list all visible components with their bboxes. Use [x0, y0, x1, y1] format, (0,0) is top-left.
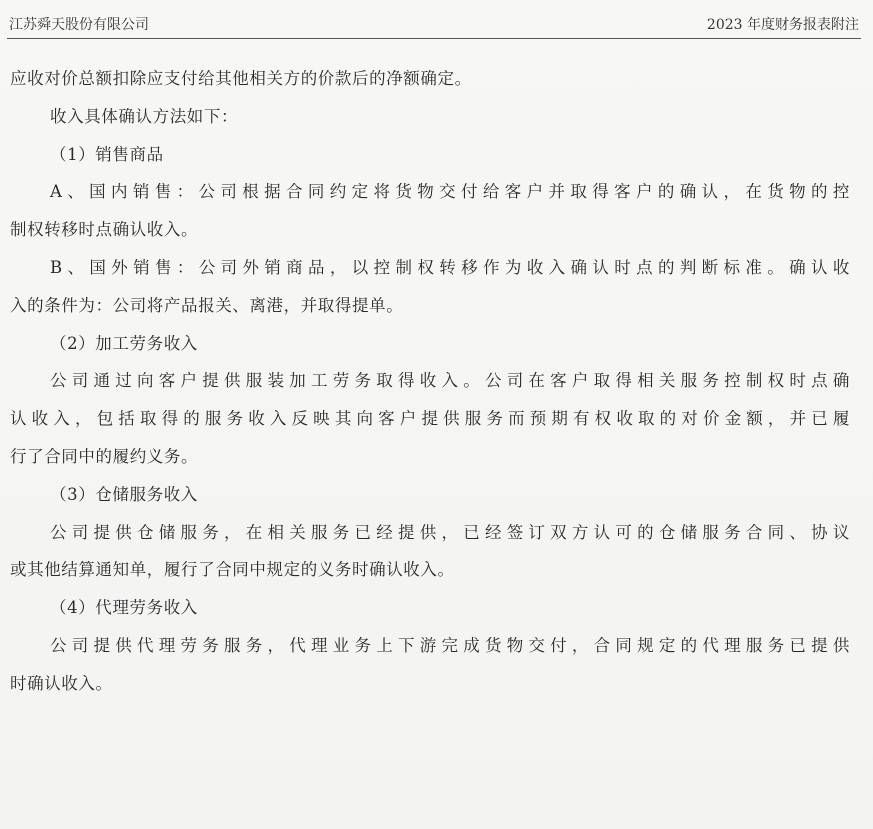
- section-heading: （2）加工劳务收入: [50, 333, 198, 353]
- paragraph-line: 公司提供代理劳务服务，代理业务上下游完成货物交付，合同规定的代理服务已提供: [50, 635, 850, 655]
- paragraph-line: 行了合同中的履约义务。: [10, 446, 199, 466]
- paragraph-line: 时确认收入。: [10, 673, 113, 693]
- section-heading: （4）代理劳务收入: [50, 598, 198, 618]
- header-company-name: 江苏舜天股份有限公司: [9, 17, 149, 33]
- paragraph-line: 或其他结算通知单，履行了合同中规定的义务时确认收入。: [10, 560, 455, 580]
- paragraph-line: 认收入，包括取得的服务收入反映其向客户提供服务而预期有权收取的对价金额，并已履: [10, 409, 850, 429]
- paragraph-line: A、国内销售：公司根据合同约定将货物交付给客户并取得客户的确认，在货物的控: [50, 182, 850, 202]
- paragraph-line: 入的条件为：公司将产品报关、离港，并取得提单。: [10, 295, 404, 315]
- document-body: [10, 60, 850, 703]
- section-heading: （1）销售商品: [50, 144, 164, 164]
- paragraph-line: 收入具体确认方法如下：: [50, 106, 239, 126]
- section-heading: （3）仓储服务收入: [50, 484, 198, 504]
- paragraph-line: 公司提供仓储服务，在相关服务已经提供，已经签订双方认可的仓储服务合同、协议: [50, 522, 850, 542]
- paragraph-line: 公司通过向客户提供服装加工劳务取得收入。公司在客户取得相关服务控制权时点确: [50, 371, 850, 391]
- header-divider: [7, 38, 861, 39]
- page-header: [9, 11, 859, 33]
- header-report-title: 2023 年度财务报表附注: [706, 17, 859, 33]
- paragraph-line: 应收对价总额扣除应支付给其他相关方的价款后的净额确定。: [10, 69, 472, 88]
- paragraph-line: 制权转移时点确认收入。: [10, 220, 199, 240]
- paragraph-line: B、国外销售：公司外销商品，以控制权转移作为收入确认时点的判断标准。确认收: [50, 257, 850, 277]
